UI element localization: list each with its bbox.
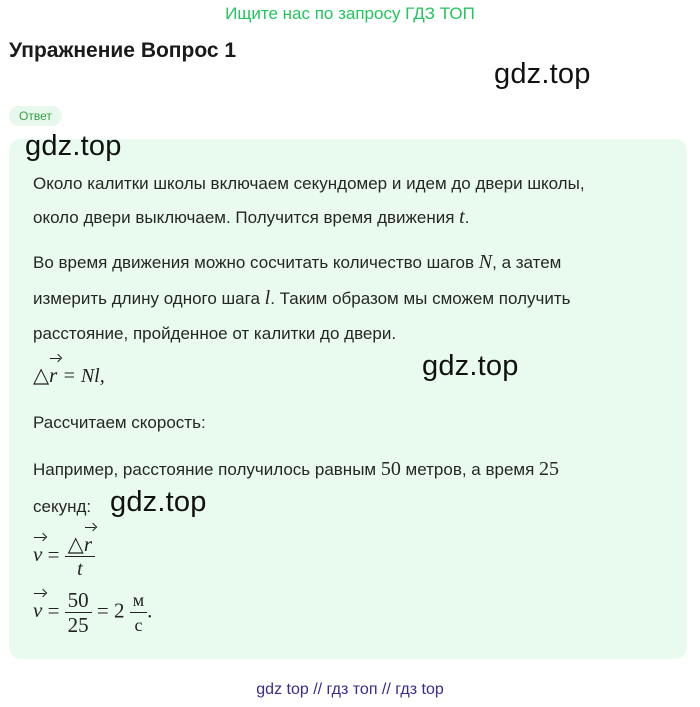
text: Во время движения можно сосчитать количество шагов [33, 253, 479, 272]
fraction-numerator [65, 532, 95, 557]
vector-r: r [49, 363, 58, 387]
number-25: 25 [539, 458, 560, 480]
text: , а затем [492, 253, 562, 272]
unit-fraction [130, 588, 147, 637]
math-var-n: N [478, 251, 493, 273]
watermark: gdz.top [25, 130, 122, 162]
paragraph-4-line-1 [33, 451, 559, 488]
paragraph-2-line-3: расстояние, пройденное от калитки до двери. [33, 324, 397, 343]
vector-v: v [33, 598, 43, 623]
equals: = [42, 598, 65, 623]
vector-r: r [83, 532, 93, 556]
delta-symbol: △ [67, 532, 84, 556]
paragraph-1-line-2 [33, 199, 469, 236]
answer-badge: Ответ [9, 106, 62, 126]
unit-denominator: с [134, 615, 143, 635]
formula-velocity-definition [33, 532, 95, 581]
number-50: 50 [380, 458, 401, 480]
fraction [65, 588, 92, 637]
footer-links: gdz top // гдз топ // гдз top [256, 681, 444, 698]
paragraph-2-line-2 [33, 280, 570, 317]
page-title: Упражнение Вопрос 1 [9, 39, 237, 62]
watermark: gdz.top [110, 486, 207, 518]
result: = 2 [91, 598, 130, 623]
vector-v: v [33, 542, 43, 567]
math-var-t: t [459, 206, 465, 228]
period: . [147, 598, 153, 623]
search-banner: Ищите нас по запросу ГДЗ ТОП [225, 4, 475, 23]
delta-symbol: △ [33, 363, 50, 387]
text: около двери выключаем. Получится время движения [33, 208, 460, 227]
text: Например, расстояние получилось равным [33, 460, 381, 479]
text: . [464, 208, 470, 227]
fraction [65, 532, 95, 581]
formula-rhs: = Nl, [57, 365, 105, 387]
unit-numerator: м [130, 588, 147, 613]
watermark: gdz.top [422, 350, 519, 382]
fraction-denominator: t [77, 558, 83, 580]
paragraph-1-line-1: Около калитки школы включаем секундомер и идем до двери школы, [33, 174, 585, 193]
equals: = [42, 542, 65, 567]
formula-velocity-value [33, 588, 152, 637]
fraction-denominator: 25 [67, 613, 89, 637]
paragraph-2-line-1 [33, 244, 561, 281]
watermark: gdz.top [494, 58, 591, 90]
paragraph-4-line-2: секунд: [33, 497, 92, 516]
text: измерить длину одного шага [33, 289, 265, 308]
fraction-numerator: 50 [65, 588, 92, 613]
formula-displacement [33, 363, 105, 388]
text: . Таким образом мы сможем получить [270, 289, 571, 308]
math-var-l: l [264, 287, 271, 309]
paragraph-3: Рассчитаем скорость: [33, 413, 206, 432]
text: метров, а время [400, 460, 540, 479]
